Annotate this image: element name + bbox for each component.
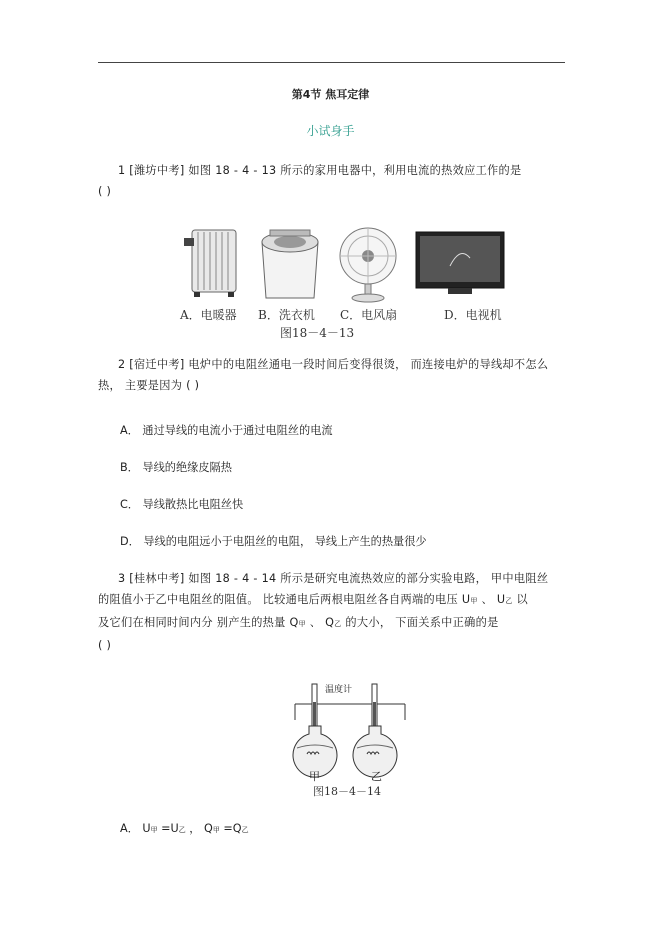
option-b-label: B．洗衣机 xyxy=(258,308,315,322)
question-3-line2: 的阻值小于乙中电阻丝的阻值。 比较通电后两根电阻丝各自两端的电压 U甲 、 U乙 以 xyxy=(98,593,528,606)
question-2-option-d: D． 导线的电阻远小于电阻丝的电阻， 导线上产生的热量很少 xyxy=(120,535,427,548)
figure-18-4-14 xyxy=(285,680,415,800)
header-rule xyxy=(98,62,565,63)
question-1-text: 1 [潍坊中考] 如图 18 - 4 - 13 所示的家用电器中，利用电流的热效应工作的是 xyxy=(118,164,522,177)
question-3-blank: ( ) xyxy=(98,639,112,652)
figure-18-4-14-caption: 图18－4－14 xyxy=(313,785,381,798)
option-a-label: A．电暖器 xyxy=(180,308,237,322)
right-flask-icon xyxy=(353,684,397,777)
question-2-option-c: C． 导线散热比电阻丝快 xyxy=(120,498,244,511)
figure-18-4-13-caption: 图18－4－13 xyxy=(280,326,355,340)
washing-machine-icon xyxy=(262,230,318,298)
thermometer-apparatus-illustration xyxy=(285,680,415,780)
figure-18-4-13 xyxy=(180,226,510,346)
question-3-line1: 3 [桂林中考] 如图 18 - 4 - 14 所示是研究电流热效应的部分实验电路， 甲中电阻丝 xyxy=(118,572,549,585)
question-2-line2: 热， 主要是因为 ( ) xyxy=(98,379,200,392)
question-1-blank: ( ) xyxy=(98,185,112,198)
question-3-line3: 及它们在相同时间内分 别产生的热量 Q甲 、 Q乙 的大小， 下面关系中正确的是 xyxy=(98,616,499,629)
option-c-label: C．电风扇 xyxy=(340,308,398,322)
section-title: 第4节 焦耳定律 xyxy=(291,88,370,101)
question-2-option-a: A． 通过导线的电流小于通过电阻丝的电流 xyxy=(120,424,333,437)
thermometer-label: 温度计 xyxy=(325,685,353,695)
appliances-illustration xyxy=(180,226,510,306)
question-3 xyxy=(98,568,566,656)
left-flask-icon xyxy=(293,684,337,777)
question-2 xyxy=(98,354,566,396)
heater-icon xyxy=(184,230,236,297)
television-icon xyxy=(416,232,504,294)
question-1 xyxy=(98,160,566,202)
section-subtitle: 小试身手 xyxy=(306,124,355,138)
figure-18-4-13-labels xyxy=(180,306,510,323)
left-flask-label: 甲 xyxy=(309,770,320,783)
electric-fan-icon xyxy=(340,228,396,302)
question-2-option-b: B． 导线的绝缘皮隔热 xyxy=(120,461,232,474)
right-flask-label: 乙 xyxy=(371,770,382,783)
option-d-label: D．电视机 xyxy=(444,308,502,322)
question-2-line1: 2 [宿迁中考] 电炉中的电阻丝通电一段时间后变得很烫， 而连接电炉的导线却不怎么 xyxy=(118,358,549,371)
question-3-option-a: A． U甲 =U乙 ， Q甲 =Q乙 xyxy=(120,822,249,835)
